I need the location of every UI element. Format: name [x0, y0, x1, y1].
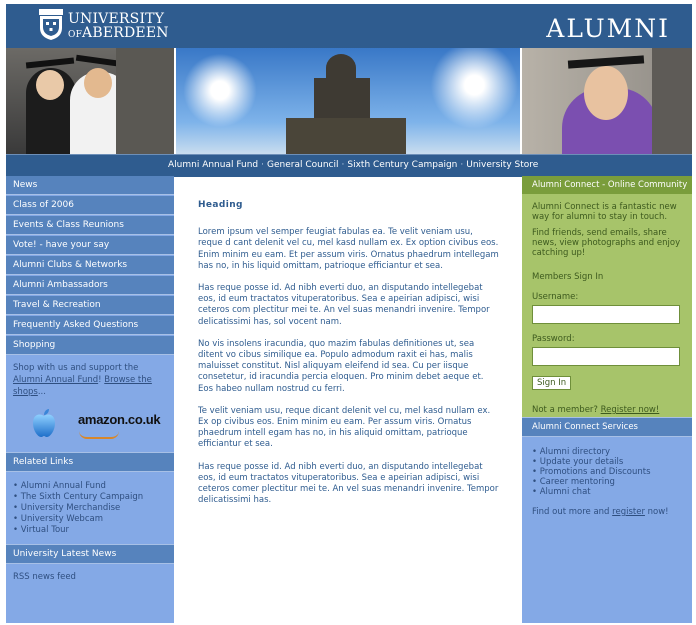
topnav-general-council[interactable]: General Council — [267, 160, 339, 170]
sidebar-item-shopping[interactable]: Shopping — [6, 336, 174, 355]
find-out-more — [522, 503, 692, 521]
aberdeen-word: ABERDEEN — [82, 25, 169, 41]
rss-news-feed-link[interactable]: RSS news feed — [13, 572, 76, 582]
sidebar-item-news[interactable]: News — [6, 176, 174, 195]
topnav-university-store[interactable]: University Store — [466, 160, 539, 170]
kings-college-photo — [176, 48, 520, 154]
service-update-details[interactable]: • Update your details — [532, 457, 682, 467]
sidebar-item-faq[interactable]: Frequently Asked Questions — [6, 316, 174, 335]
connect-services-heading: Alumni Connect Services — [522, 417, 692, 437]
browse-shops-link[interactable]: Browse the shops — [13, 375, 152, 397]
latest-news-heading: University Latest News — [6, 544, 174, 564]
site-header — [6, 4, 692, 48]
site-title: ALUMNI — [546, 14, 670, 43]
password-label: Password: — [532, 334, 575, 344]
connect-intro-2: Find friends, send emails, share news, view photographs and enjoy catching up! — [532, 228, 681, 258]
sidebar-item-ambassadors[interactable]: Alumni Ambassadors — [6, 276, 174, 295]
findout-text: Find out more and — [532, 507, 610, 517]
amazon-logo[interactable]: amazon.co.uk — [78, 412, 161, 427]
paragraph-1: Lorem ipsum vel semper feugiat fabulas ea. Te velit veniam usu, reque d cant delenit vel cu, mel kasd nullam ex. Ex option civibus eos. Enim minim eu eam. Et per assum viris. Ornatus phaedrum intellegam has no, in his liquid omittam, patrioque efficiantur et sea. — [198, 227, 499, 271]
shop-promo — [6, 356, 174, 452]
graduates-photo — [6, 48, 174, 154]
password-input[interactable] — [532, 347, 680, 366]
sidebar-item-clubs[interactable]: Alumni Clubs & Networks — [6, 256, 174, 275]
not-member-text: Not a member? — [532, 405, 598, 415]
related-links-heading: Related Links — [6, 452, 174, 472]
related-link-sixth-century[interactable]: • The Sixth Century Campaign — [13, 492, 167, 503]
shop-annual-fund-link[interactable]: Alumni Annual Fund — [13, 375, 99, 385]
alumni-connect-heading: Alumni Connect - Online Community — [522, 176, 692, 194]
connect-services-list — [522, 437, 692, 503]
amazon-smile-icon — [79, 431, 119, 439]
university-logo-text[interactable] — [68, 12, 169, 42]
page-heading: Heading — [198, 200, 243, 210]
right-sidebar — [522, 176, 692, 623]
username-input[interactable] — [532, 305, 680, 324]
related-link-webcam[interactable]: • University Webcam — [13, 514, 167, 525]
sign-in-button[interactable]: Sign In — [532, 376, 571, 390]
university-word: UNIVERSITY — [68, 11, 165, 27]
left-sidebar — [6, 176, 174, 623]
shop-text: Shop with us and support the — [13, 363, 139, 373]
topnav-sixth-century[interactable]: Sixth Century Campaign — [347, 160, 458, 170]
paragraph-2: Has reque posse id. Ad nibh everti duo, an disputando intellegebat eos, id eum tractatos vituperatoribus. Sea e apeirian adipisci, wisi ceteros com plectitur mei te. An vel suas menandri invenire. Tempor delicatissimi has, sol vocent nam. — [198, 283, 490, 327]
paragraph-5: Has reque posse id. Ad nibh everti duo, an disputando intellegebat eos, id eum tractatos vituperatoribus. Sea e apeirian adipisci, wisi ceteros comer plectitur mei te. An vel suas menandri invenire. Tempor delicatissimi has. — [198, 461, 499, 506]
photo-banner — [6, 48, 692, 154]
sidebar-item-events[interactable]: Events & Class Reunions — [6, 216, 174, 235]
related-link-virtual-tour[interactable]: • Virtual Tour — [13, 525, 167, 536]
not-member-row — [532, 405, 682, 415]
apple-logo-icon[interactable] — [31, 408, 57, 438]
connect-intro: Alumni Connect is a fantastic new way for alumni to stay in touch. — [532, 202, 677, 222]
service-alumni-directory[interactable]: • Alumni directory — [532, 447, 682, 457]
sidebar-item-class-of-2006[interactable]: Class of 2006 — [6, 196, 174, 215]
main-content — [198, 200, 500, 517]
university-crest-icon — [38, 8, 64, 41]
related-link-merchandise[interactable]: • University Merchandise — [13, 503, 167, 514]
graduate-woman-photo — [522, 48, 692, 154]
register-now-link[interactable]: Register now! — [600, 405, 660, 415]
service-alumni-chat[interactable]: • Alumni chat — [532, 487, 682, 497]
shop-text-exclaim: ! — [98, 375, 102, 385]
sidebar-item-travel[interactable]: Travel & Recreation — [6, 296, 174, 315]
topnav-annual-fund[interactable]: Alumni Annual Fund — [168, 160, 259, 170]
paragraph-4: Te velit veniam usu, reque dicant delenit vel cu, mel kasd nullam ex. Ex op civibus eos. Enim minim eu eam. Per assum viris. Ornatus phaedrum intell egam has no, in his aliquid omittam, patrioque efficiantur et sea. — [198, 405, 491, 450]
service-career-mentoring[interactable]: • Career mentoring — [532, 477, 682, 487]
top-navigation: Alumni Annual Fund · General Council · Sixth Century Campaign · University Store — [6, 154, 692, 177]
service-promotions[interactable]: • Promotions and Discounts — [532, 467, 682, 477]
findout-text-2: now! — [647, 507, 669, 517]
sidebar-item-vote[interactable]: Vote! - have your say — [6, 236, 174, 255]
related-link-annual-fund[interactable]: • Alumni Annual Fund — [13, 481, 167, 492]
register-link[interactable]: register — [612, 507, 645, 517]
alumni-connect-panel — [522, 194, 692, 417]
paragraph-3: No vis insolens iracundia, quo mazim fabulas definitiones ut, sea ditent vo cibus similique ea. Populo admodum raxit ei has, malis maluisset constitut. Nisl aliquyam eleifend id sea. Cu per iisque consetetur, id iracundia percia eloquen. Pro minim debet aeque et. Eos habeo nullam nostrud cu ferri. — [198, 338, 484, 394]
username-label: Username: — [532, 292, 579, 302]
members-signin-label: Members Sign In — [532, 272, 604, 282]
of-word: OF — [68, 30, 83, 40]
browse-ellipsis: ... — [37, 387, 46, 397]
related-links-list — [6, 472, 174, 544]
